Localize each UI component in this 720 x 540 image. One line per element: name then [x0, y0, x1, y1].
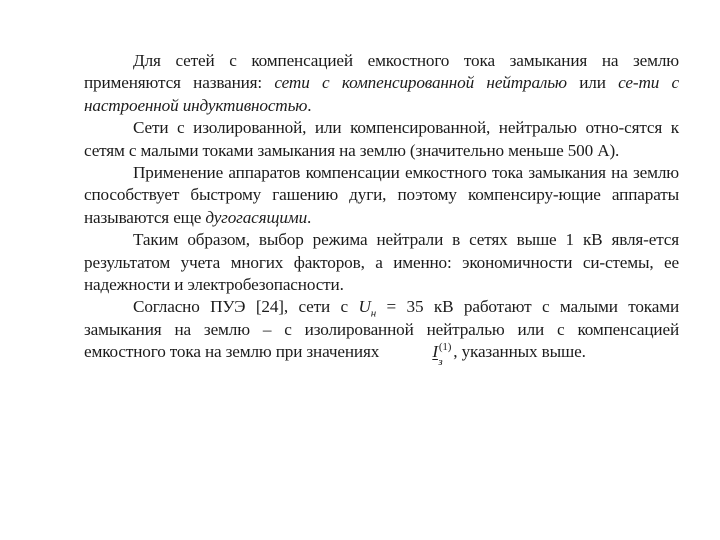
- paragraph-4-text: Таким образом, выбор режима нейтрали в сетях выше 1 кВ явля-ется результатом учета многих факторов, а именно: экономичности си-стемы, ее надежности и электробезопасности.: [84, 230, 679, 295]
- paragraph-3-end: .: [307, 207, 312, 227]
- paragraph-4: [84, 229, 679, 296]
- term-arc-suppressing: дугогасящими: [205, 207, 308, 227]
- paragraph-3-text: Применение аппаратов компенсации емкостного тока замыкания на землю способствует быстрому гашению дуги, поэтому компенсиру-ющие аппараты называются еще: [84, 163, 679, 227]
- term-compensated-neutral: сети с компенсированной нейтралью: [274, 73, 567, 93]
- paragraph-1-text: Для сетей с компенсацией емкостного тока замыкания на землю применяются названия:: [84, 51, 679, 93]
- fault-current-base: I: [432, 342, 438, 362]
- paragraph-1-end: .: [307, 95, 312, 115]
- document-page: [84, 50, 679, 369]
- paragraph-5-end: , указанных выше.: [453, 342, 586, 362]
- paragraph-2-text: Сети с изолированной, или компенсированной, нейтралью отно-сятся к сетям с малыми токами замыкания на землю (значительно меньше 500 А).: [84, 118, 679, 160]
- voltage-symbol: U: [358, 297, 371, 317]
- fault-current-subscript: з: [438, 356, 443, 369]
- paragraph-3: [84, 162, 679, 229]
- paragraph-1: [84, 50, 679, 117]
- term-tuned-inductance: се-ти с настроенной индуктивностью: [84, 73, 679, 115]
- paragraph-1-connector: или: [566, 73, 619, 93]
- fault-current-superscript: (1): [438, 341, 452, 354]
- fault-current-symbol: [383, 341, 452, 369]
- paragraph-2: [84, 117, 679, 162]
- paragraph-5-text: Согласно ПУЭ [24], сети с: [133, 297, 359, 317]
- voltage-subscript: н: [370, 307, 377, 320]
- paragraph-5: [84, 296, 679, 369]
- paragraph-5-middle: = 35 кВ работают с малыми токами замыкания на землю – с изолированной нейтралью или с компенсацией емкостного тока на землю при значениях: [84, 297, 679, 362]
